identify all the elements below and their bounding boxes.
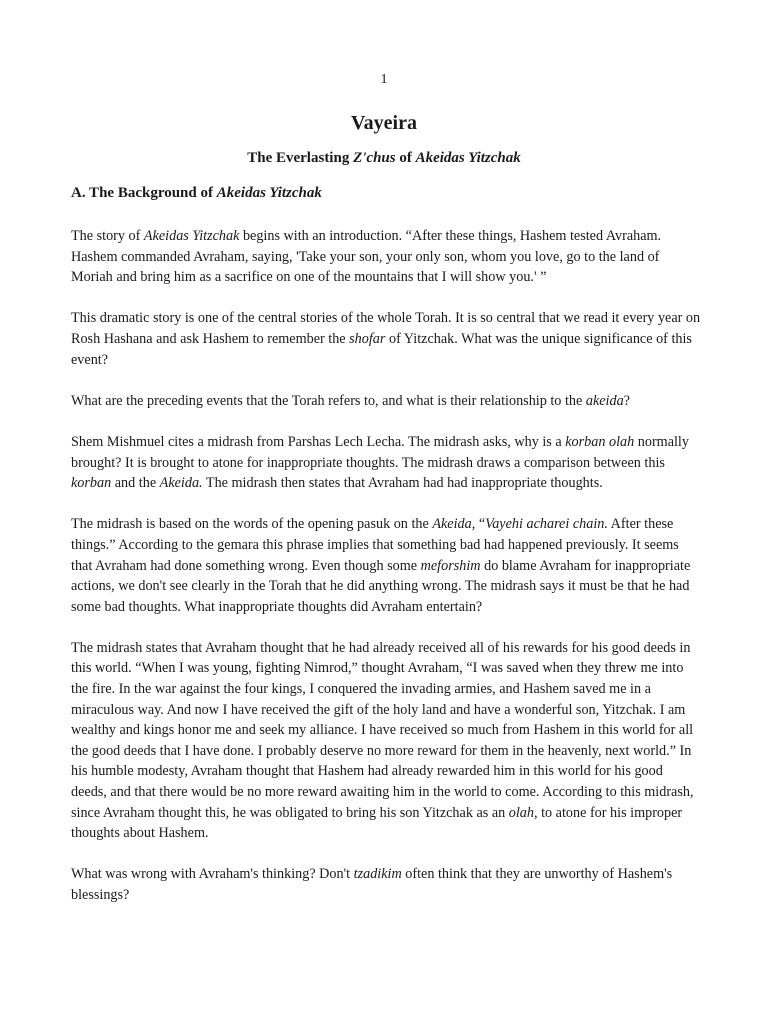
paragraph-1: The story of Akeidas Yitzchak begins with an introduction. “After these things, Hashem tested Avraham. Hashem commanded Avraham, saying, 'Take your son, your only son, whom you love, go to the land of Moriah and bring him as a sacrifice on one of the mountains that I will show you.' ” (71, 228, 662, 286)
paragraph-3: What are the preceding events that the Torah refers to, and what is their relationship to the akeida? (71, 392, 630, 409)
body-text (71, 226, 701, 926)
section-heading-a: A. The Background of Akeidas Yitzchak (71, 185, 322, 201)
page-number: 1 (380, 72, 388, 87)
paragraph-6: The midrash states that Avraham thought that he had already received all of his rewards for his good deeds in this world. “When I was young, fighting Nimrod,” thought Avraham, “I was saved when they threw me into the fire. In the war against the four kings, I conquered the invading armies, and Hashem saved me in a miraculous way. And now I have received the gift of the holy land and have a wonderful son, Yitzchak. I am wealthy and kings honor me and seek my alliance. I have received so much from Hashem in this world for all the good deeds that I have done. I probably deserve no more reward for them in the heavenly, next world.” In his humble modesty, Avraham thought that Hashem had already rewarded him in this world for his good deeds, and that there would be no more reward awaiting him in the world to come. According to this midrash, since Avraham thought this, he was obligated to bring his son Yitzchak as an olah, to atone for his improper thoughts about Hashem. (71, 639, 694, 842)
paragraph-2: This dramatic story is one of the central stories of the whole Torah. It is so central that we read it every year on Rosh Hashana and ask Hashem to remember the shofar of Yitzchak. What was the unique significance of this event? (71, 310, 701, 368)
paragraph-4: Shem Mishmuel cites a midrash from Parshas Lech Lecha. The midrash asks, why is a korban olah normally brought? It is brought to atone for inappropriate thoughts. The midrash draws a comparison between this korban and the Akeida. The midrash then states that Avraham had had inappropriate thoughts. (71, 433, 689, 492)
subtitle: The Everlasting Z'chus of Akeidas Yitzchak (247, 150, 521, 166)
paragraph-5: The midrash is based on the words of the opening pasuk on the Akeida, “Vayehi acharei chain. After these things.” According to the gemara this phrase implies that something bad had happened previously. It seems that Avraham had done something wrong. Even though some meforshim do blame Avraham for inappropriate actions, we don't see clearly in the Torah that he did anything wrong. The midrash says it must be that he had some bad thoughts. What inappropriate thoughts did Avraham entertain? (71, 516, 691, 615)
paragraph-7: What was wrong with Avraham's thinking? Don't tzadikim often think that they are unworthy of Hashem's blessings? (71, 866, 673, 903)
page-title: Vayeira (351, 112, 417, 134)
